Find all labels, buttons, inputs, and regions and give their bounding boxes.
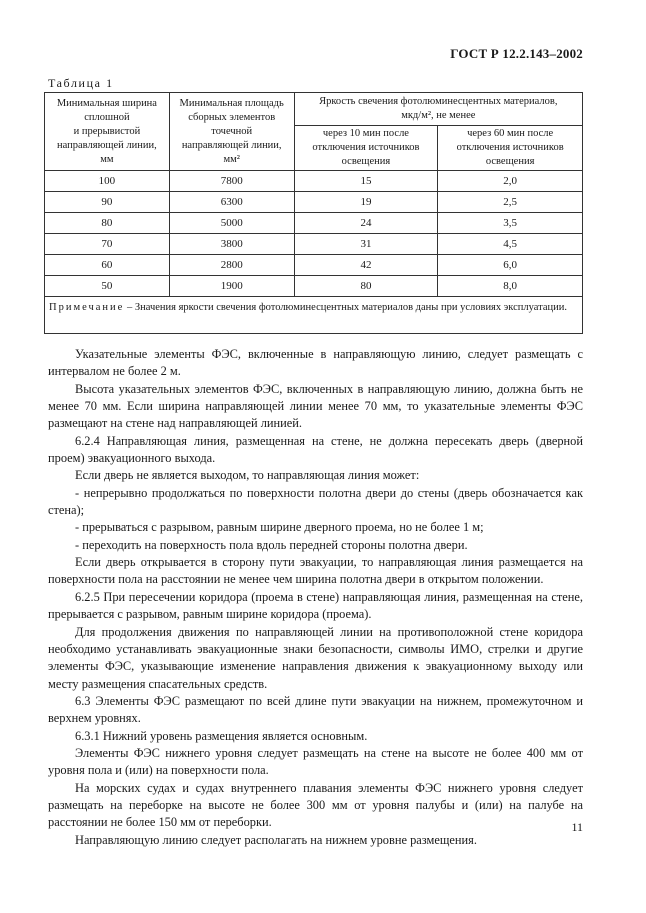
- paragraph: На морских судах и судах внутреннего плавания элементы ФЭС нижнего уровня следует размещать на переборке на высоте не более 300 мм от уровня палубы и (или) на палубе на расстоянии не более 150 мм от переборки.: [48, 780, 583, 830]
- paragraph: 6.3 Элементы ФЭС размещают по всей длине пути эвакуации на нижнем, промежуточном и верхнем уровнях.: [48, 693, 583, 726]
- list-item: - непрерывно продолжаться по поверхности полотна двери до стены (дверь обозначается как стена);: [48, 485, 583, 518]
- table-caption: Таблица 1: [48, 76, 114, 90]
- list-item: - переходить на поверхность пола вдоль передней стороны полотна двери.: [75, 537, 468, 552]
- paragraph: Элементы ФЭС нижнего уровня следует размещать на стене на высоте не более 400 мм от уровня пола и (или) на поверхности пола.: [48, 745, 583, 778]
- table-row: 90 6300 19 2,5: [45, 192, 583, 213]
- col3b-header: через 60 мин после отключения источников освещения: [438, 126, 583, 171]
- document-header: ГОСТ Р 12.2.143–2002: [450, 46, 583, 61]
- table-row: 50 1900 80 8,0: [45, 276, 583, 297]
- paragraph: Если дверь открывается в сторону пути эвакуации, то направляющая линия размещается на поверхности пола на расстоянии не менее чем ширина полотна двери в открытом положении.: [48, 555, 583, 587]
- table-row: 80 5000 24 3,5: [45, 213, 583, 234]
- note-text: – Значения яркости свечения фотолюминесцентных материалов даны при условиях эксплуатации.: [124, 302, 567, 313]
- paragraph: 6.2.4 Направляющая линия, размещенная на стене, не должна пересекать дверь (дверной проем) эвакуационного выхода.: [48, 433, 583, 466]
- table-note: [45, 297, 583, 334]
- col3-header: Яркость свечения фотолюминесцентных материалов, мкд/м², не менее: [294, 93, 582, 126]
- paragraph: Для продолжения движения по направляющей линии на противоположной стене коридора необходимо устанавливать эвакуационные знаки безопасности, символы ИМО, стрелки и другие элементы ФЭС, указывающие изменение направления движения к эвакуационному выходу или месту размещения спасательных средств.: [48, 624, 583, 691]
- col1-header: Минимальная ширина сплошной и прерывистой направляющей линии, мм: [45, 93, 170, 171]
- paragraph: Указательные элементы ФЭС, включенные в направляющую линию, следует размещать с интервалом не более 2 м.: [48, 347, 583, 379]
- list-item: - прерываться с разрывом, равным ширине дверного проема, но не более 1 м;: [75, 520, 484, 535]
- col2-header: Минимальная площадь сборных элементов точечной направляющей линии, мм²: [169, 93, 294, 171]
- paragraph: 6.2.5 При пересечении коридора (проема в стене) направляющая линия, размещенная на стене, прерывается с разрывом, равным ширине коридора (проема).: [48, 589, 583, 622]
- page-number: 11: [571, 820, 583, 834]
- paragraph: Направляющую линию следует располагать на нижнем уровне размещения.: [75, 832, 477, 847]
- col3a-header: через 10 мин после отключения источников освещения: [294, 126, 438, 171]
- note-label: Примечание: [49, 302, 125, 313]
- table-row: 70 3800 31 4,5: [45, 234, 583, 255]
- table-row: 60 2800 42 6,0: [45, 255, 583, 276]
- body-text: [48, 346, 583, 849]
- paragraph: Если дверь не является выходом, то направляющая линия может:: [75, 468, 420, 483]
- paragraph: Высота указательных элементов ФЭС, включенных в направляющую линию, должна быть не менее 70 мм. Если ширина направляющей линии менее 70 мм, то указательные элементы ФЭС размещают на стене над направляющей линией.: [48, 381, 583, 431]
- table-row: 100 7800 15 2,0: [45, 171, 583, 192]
- luminance-table: [44, 92, 583, 334]
- paragraph: 6.3.1 Нижний уровень размещения является основным.: [75, 728, 368, 743]
